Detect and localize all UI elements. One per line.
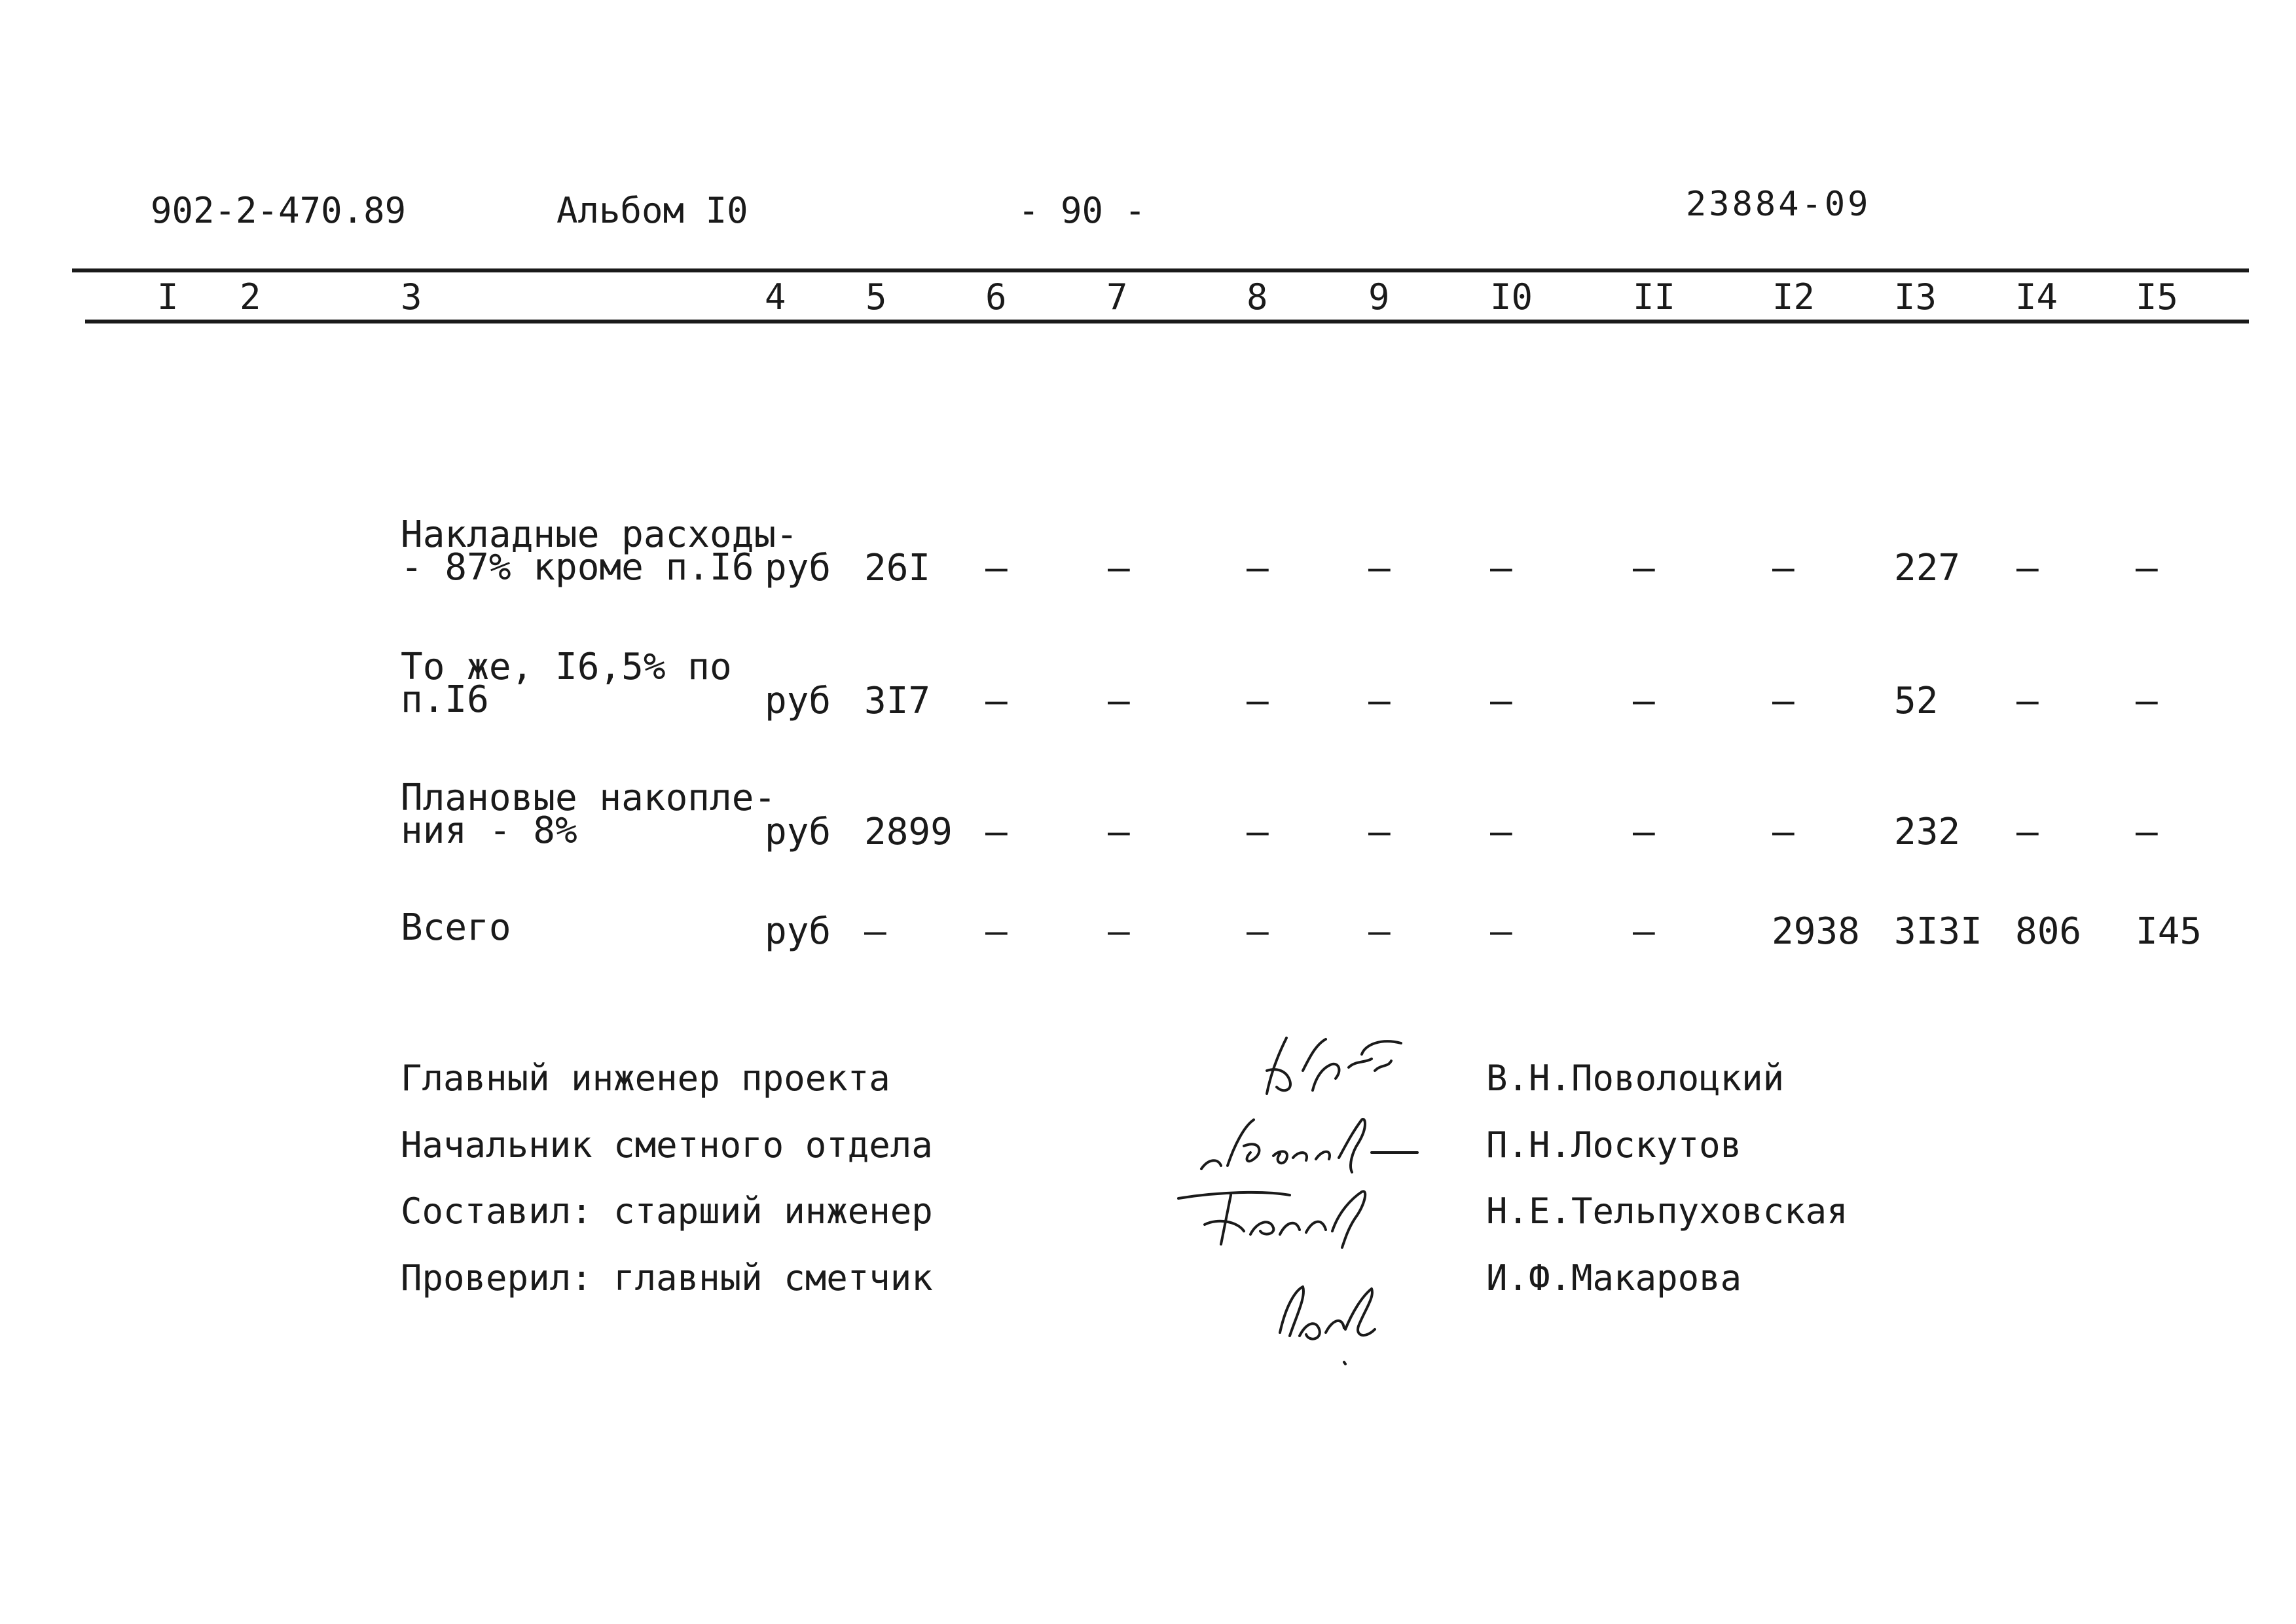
column-number: I5 bbox=[2136, 276, 2179, 318]
cell-col7: – bbox=[1108, 680, 1130, 722]
row-unit: руб bbox=[765, 811, 831, 853]
cell-col11: – bbox=[1633, 811, 1655, 853]
cell-col5: – bbox=[864, 910, 886, 953]
cell-col10: – bbox=[1490, 811, 1512, 853]
cell-col12: 2938 bbox=[1772, 910, 1860, 953]
cell-col11: – bbox=[1633, 910, 1655, 953]
cell-col7: – bbox=[1108, 811, 1130, 853]
cell-col15: – bbox=[2136, 547, 2158, 589]
row-description: То же, I6,5% по bbox=[401, 646, 732, 688]
column-number: I2 bbox=[1772, 276, 1815, 318]
signatory-name: Н.Е.Тельпуховская bbox=[1486, 1190, 1848, 1232]
row-description: Накладные расходы- bbox=[401, 513, 798, 556]
column-number: 4 bbox=[765, 276, 786, 318]
page-number: - 90 - bbox=[1018, 190, 1146, 231]
cell-col15: – bbox=[2136, 811, 2158, 853]
cell-col6: – bbox=[985, 910, 1008, 953]
cell-col13: 232 bbox=[1894, 811, 1961, 853]
row-description: - 87% кроме п.I6 bbox=[401, 546, 754, 589]
column-number: 2 bbox=[240, 276, 261, 318]
cell-col7: – bbox=[1108, 910, 1130, 953]
cell-col9: – bbox=[1368, 547, 1391, 589]
stamp-number: 23884-09 bbox=[1686, 185, 1871, 224]
cell-col12: – bbox=[1772, 680, 1795, 722]
row-unit: руб bbox=[765, 680, 831, 722]
album-label: Альбом I0 bbox=[556, 190, 748, 231]
cell-col15: – bbox=[2136, 680, 2158, 722]
column-number: 8 bbox=[1247, 276, 1268, 318]
cell-col8: – bbox=[1247, 811, 1269, 853]
cell-col6: – bbox=[985, 811, 1008, 853]
cell-col8: – bbox=[1247, 680, 1269, 722]
column-number: 5 bbox=[866, 276, 887, 318]
row-unit: руб bbox=[765, 547, 831, 589]
cell-col5: 26I bbox=[864, 547, 931, 589]
cell-col12: – bbox=[1772, 811, 1795, 853]
cell-col11: – bbox=[1633, 547, 1655, 589]
cell-col6: – bbox=[985, 680, 1008, 722]
cell-col10: – bbox=[1490, 910, 1512, 953]
signatory-name: П.Н.Лоскутов bbox=[1486, 1124, 1742, 1166]
row-description: Плановые накопле- bbox=[401, 777, 776, 819]
cell-col14: – bbox=[2016, 811, 2039, 853]
cell-col13: 227 bbox=[1894, 547, 1961, 589]
cell-col14: – bbox=[2016, 547, 2039, 589]
cell-col13: 52 bbox=[1894, 680, 1939, 722]
signature-role: Составил: старший инженер bbox=[401, 1190, 933, 1232]
column-number: II bbox=[1633, 276, 1676, 318]
cell-col14: – bbox=[2016, 680, 2039, 722]
cell-col12: – bbox=[1772, 547, 1795, 589]
cell-col10: – bbox=[1490, 547, 1512, 589]
signatory-name: И.Ф.Макарова bbox=[1486, 1257, 1742, 1299]
document-code: 902-2-470.89 bbox=[151, 190, 407, 231]
signature-role: Начальник сметного отдела bbox=[401, 1124, 933, 1166]
column-number: I4 bbox=[2015, 276, 2058, 318]
cell-col9: – bbox=[1368, 910, 1391, 953]
cell-col14: 806 bbox=[2015, 910, 2082, 953]
cell-col5: 2899 bbox=[864, 811, 953, 853]
cell-col6: – bbox=[985, 547, 1008, 589]
row-description: п.I6 bbox=[401, 678, 489, 721]
column-number: 3 bbox=[401, 276, 422, 318]
cell-col8: – bbox=[1247, 547, 1269, 589]
cell-col11: – bbox=[1633, 680, 1655, 722]
signature-role: Главный инженер проекта bbox=[401, 1058, 890, 1099]
cell-col13: 3I3I bbox=[1894, 910, 1982, 953]
cell-col5: 3I7 bbox=[864, 680, 931, 722]
cell-col9: – bbox=[1368, 811, 1391, 853]
row-description: ния - 8% bbox=[401, 809, 577, 852]
header-top-rule bbox=[72, 268, 2249, 272]
signature-role: Проверил: главный сметчик bbox=[401, 1257, 933, 1299]
cell-col10: – bbox=[1490, 680, 1512, 722]
column-number: I bbox=[157, 276, 179, 318]
row-unit: руб bbox=[765, 910, 831, 953]
column-number: I0 bbox=[1490, 276, 1533, 318]
handwritten-signature bbox=[1250, 1031, 1467, 1103]
cell-col7: – bbox=[1108, 547, 1130, 589]
handwritten-signature bbox=[1165, 1172, 1421, 1257]
row-description: Всего bbox=[401, 906, 511, 949]
column-number: 7 bbox=[1106, 276, 1128, 318]
cell-col8: – bbox=[1247, 910, 1269, 953]
signatory-name: В.Н.Поволоцкий bbox=[1486, 1058, 1785, 1099]
column-number: 6 bbox=[985, 276, 1007, 318]
handwritten-signature bbox=[1267, 1277, 1404, 1369]
column-number: 9 bbox=[1368, 276, 1390, 318]
cell-col9: – bbox=[1368, 680, 1391, 722]
cell-col15: I45 bbox=[2136, 910, 2202, 953]
header-bottom-rule bbox=[85, 320, 2249, 323]
column-number: I3 bbox=[1894, 276, 1937, 318]
